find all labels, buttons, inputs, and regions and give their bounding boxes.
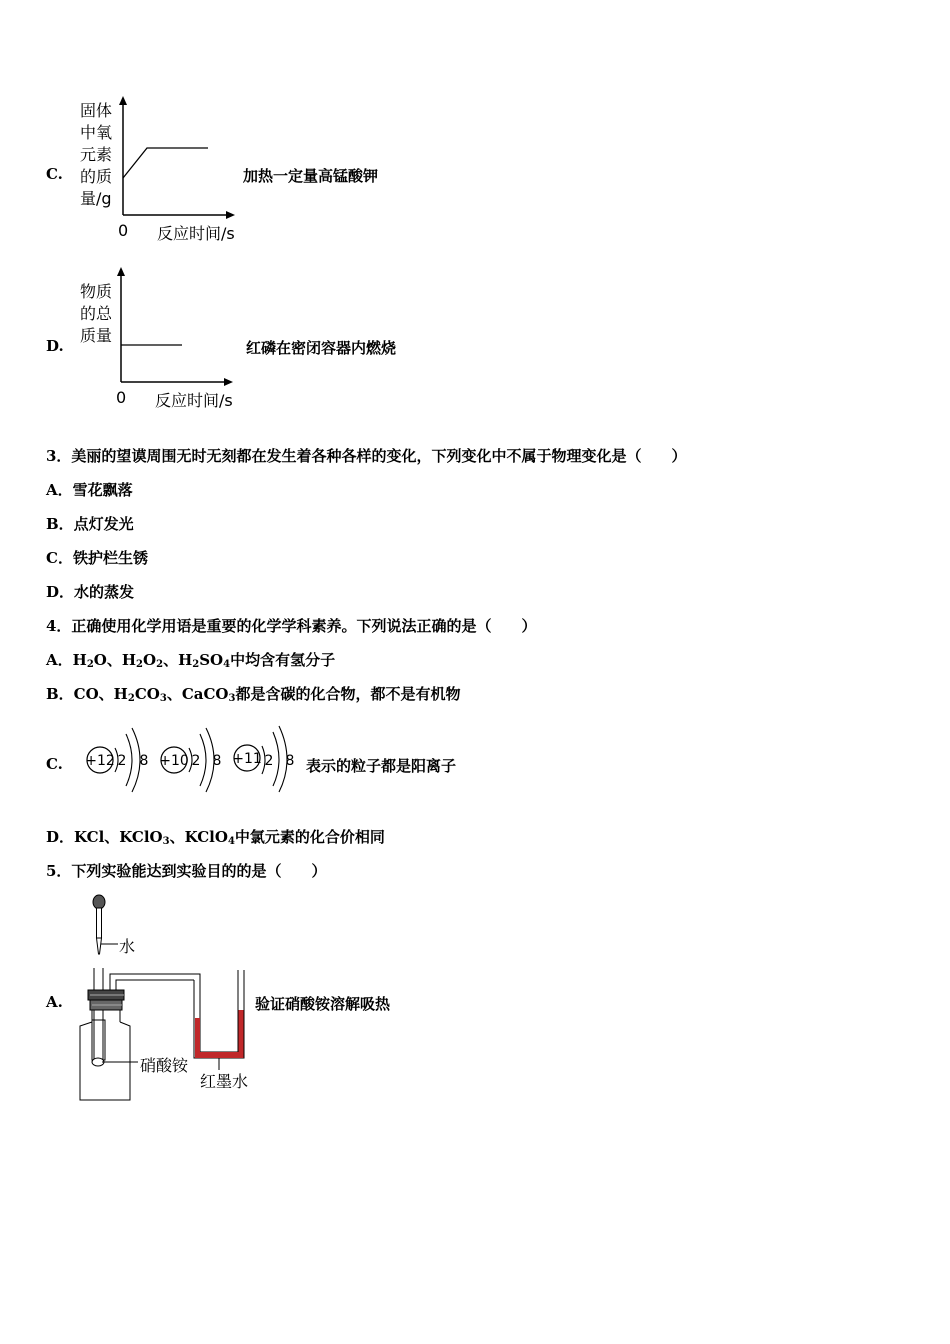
dropper-tip — [97, 938, 102, 954]
optc-graph — [110, 95, 250, 225]
optd-x-axis-label: 反应时间/s — [155, 391, 233, 410]
q4-option-b — [46, 683, 460, 704]
optc-x-axis-label: 反应时间/s — [157, 224, 235, 243]
optc-y-label-line: 元素 — [80, 145, 113, 164]
q4a-sub: 2 — [192, 659, 200, 670]
red-ink-bottom — [195, 1052, 244, 1058]
optd-y-arrow — [117, 267, 125, 276]
q4-option-a — [46, 649, 335, 670]
electron-shell-arc — [200, 734, 206, 786]
q4b-tail: 都是含碳的化合物，都不是有机物 — [235, 685, 461, 703]
optd-origin: 0 — [116, 388, 127, 407]
optd-caption: 红磷在密闭容器内燃烧 — [246, 339, 397, 357]
optc-y-axis-label — [80, 100, 112, 210]
q4d-sub: 3 — [162, 836, 170, 847]
u-tube-outer — [194, 970, 244, 1058]
q4b-sub: 2 — [127, 693, 135, 704]
q3-option-a: A．雪花飘落 — [46, 481, 133, 499]
q4a-text: O — [143, 651, 157, 669]
ink-label: 红墨水 — [200, 1072, 249, 1091]
q4b-sub: 3 — [159, 693, 167, 704]
q4-option-c-tail: 表示的粒子都是阳离子 — [306, 757, 457, 775]
nucleus-charge: +11 — [232, 751, 262, 767]
q4a-text: 、H — [163, 651, 193, 669]
electron-shell-arc — [273, 732, 279, 786]
q4d-sub: 4 — [227, 836, 235, 847]
q4-option-c-label: C. — [46, 755, 63, 773]
shell-electrons: 8 — [139, 753, 149, 769]
q3-option-b: B．点灯发光 — [46, 515, 134, 533]
q5-option-a-caption: 验证硝酸铵溶解吸热 — [255, 995, 391, 1013]
shell-electrons: 2 — [264, 753, 274, 769]
q4b-sub: 3 — [228, 693, 236, 704]
optd-y-label-line: 的总 — [80, 304, 113, 323]
optc-y-label-line: 中氧 — [80, 123, 113, 142]
optc-origin: 0 — [118, 221, 129, 240]
q4a-text: SO — [199, 651, 224, 669]
option-d-label: D. — [46, 337, 64, 355]
shell-electrons: 2 — [117, 753, 127, 769]
q4a-text: O、H — [93, 651, 137, 669]
optc-y-label-line: 的质 — [80, 167, 113, 186]
q3-option-c: C．铁护栏生锈 — [46, 549, 148, 567]
q4a-sub: 2 — [86, 659, 94, 670]
q4d-prefix: D．KCl、KClO — [46, 828, 163, 846]
shell-electrons: 8 — [212, 753, 222, 769]
optc-curve — [123, 148, 208, 178]
q4d-text: 、KClO — [169, 828, 228, 846]
atom-diagram-2 — [159, 728, 221, 792]
q3-stem: 3．美丽的望谟周围无时无刻都在发生着各种各样的变化，下列变化中不属于物理变化是（ ） — [46, 447, 687, 465]
q5-option-a-label: A. — [46, 993, 63, 1011]
option-c-label: C. — [46, 165, 63, 183]
optc-caption: 加热一定量高锰酸钾 — [243, 167, 379, 185]
atom-structure-diagrams — [82, 724, 302, 796]
red-ink-right — [239, 1010, 244, 1057]
shell-electrons: 8 — [285, 753, 295, 769]
optd-x-arrow — [224, 378, 233, 386]
delivery-tube-outer — [110, 970, 238, 1052]
atom-diagram-1 — [85, 728, 148, 792]
optd-y-label-line: 质量 — [80, 326, 113, 345]
q4a-prefix: A． — [46, 651, 73, 669]
optd-graph — [108, 266, 248, 391]
water-label: 水 — [119, 937, 136, 956]
solid-label: 硝酸铵 — [140, 1056, 189, 1075]
q4b-prefix: B．CO、H — [46, 685, 128, 703]
delivery-tube-inner — [116, 980, 194, 992]
q4a-tail: 中均含有氢分子 — [230, 651, 336, 669]
electron-shell-arc — [126, 734, 132, 786]
q4-option-d — [46, 826, 385, 847]
q4b-text: 、CaCO — [166, 685, 229, 703]
dropper-tube — [97, 908, 102, 938]
optc-x-arrow — [226, 211, 235, 219]
q4-stem: 4．正确使用化学用语是重要的化学学科素养。下列说法正确的是（ ） — [46, 617, 537, 635]
q5-stem: 5．下列实验能达到实验目的的是（ ） — [46, 862, 327, 880]
q4a-text: H — [72, 651, 87, 669]
nucleus-charge: +12 — [85, 753, 115, 769]
q4d-tail: 中氯元素的化合价相同 — [234, 828, 385, 846]
shell-electrons: 2 — [191, 753, 201, 769]
q4a-sub: 2 — [136, 659, 144, 670]
q3-option-d: D．水的蒸发 — [46, 583, 135, 601]
q4a-sub: 4 — [223, 659, 231, 670]
q4a-sub: 2 — [156, 659, 164, 670]
atom-diagram-3 — [232, 726, 294, 792]
optc-y-arrow — [119, 96, 127, 105]
dropper-bulb — [93, 895, 105, 909]
red-ink-left — [195, 1018, 200, 1057]
nucleus-charge: +10 — [159, 753, 189, 769]
q4b-text: CO — [134, 685, 160, 703]
optc-y-label-line: 量/g — [80, 189, 112, 208]
dropper — [93, 895, 118, 954]
optd-y-label-line: 物质 — [80, 282, 113, 301]
optc-y-label-line: 固体 — [80, 101, 113, 120]
